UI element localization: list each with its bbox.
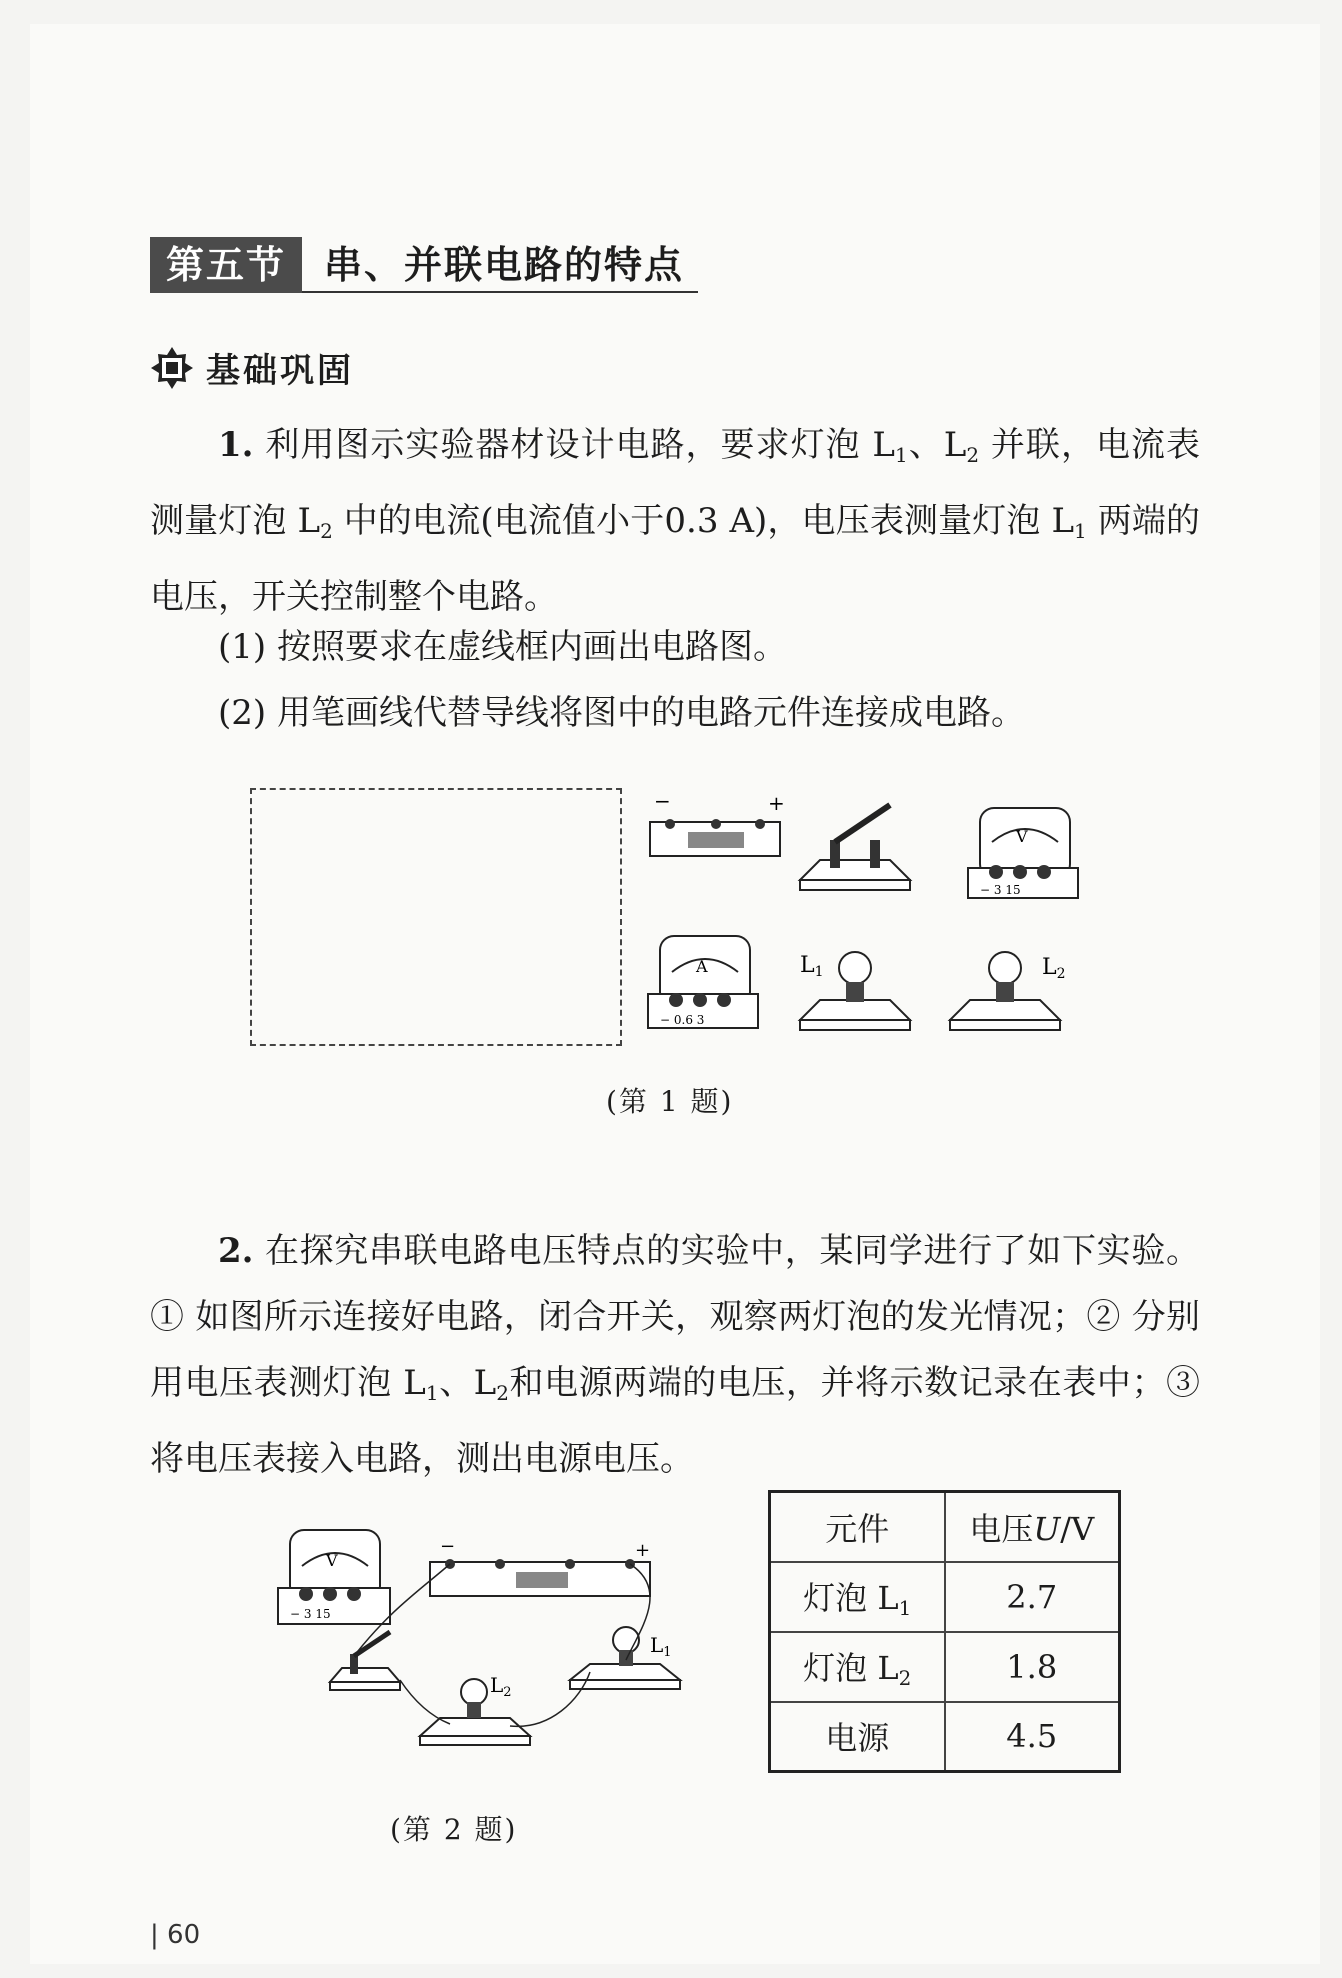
svg-text:−: − [654,789,671,813]
table-header-voltage: 电压U/V [945,1492,1120,1562]
svg-text:+: + [635,1540,651,1561]
svg-text:L1: $L_1$ [650,1633,672,1660]
ammeter [648,936,758,1028]
question-2-caption: (第 2 题) [390,1813,518,1846]
svg-text:L1: L1 [800,953,824,980]
question-2-text: 2. 在探究串联电路电压特点的实验中，某同学进行了如下实验。① 如图所示连接好电路，闭合开关，观察两灯泡的发光情况；② 分别用电压表测灯泡 $L_1$、$L_2$和电源两端的电压，并将示数记录在表中；③ 将电压表接入电路，测出电源电压。 [150,1231,1201,1479]
svg-text:V: V [1016,827,1028,846]
bulb-l2 [950,952,1066,1030]
svg-text:L2: L2 [1042,955,1066,982]
q2-voltmeter [278,1530,390,1624]
svg-text:L2: $L_2$ [490,1673,512,1700]
bulb-l1 [800,952,910,1030]
table-row: 电源 4.5 [770,1702,1120,1772]
question-2-number: 2. [218,1231,254,1271]
section-label: 第五节 [150,237,302,293]
svg-text:− 3 15: − 3 15 [290,1607,331,1621]
section-title: 串、并联电路的特点 [302,237,698,293]
q2-battery-pack [430,1536,650,1596]
subsection-header [150,343,354,392]
svg-text:+: + [768,791,785,815]
q2-bulb-l2 [420,1673,530,1745]
question-1-caption: (第 1 题) [606,1085,734,1118]
svg-text:− 3 15: − 3 15 [980,883,1021,897]
battery-pack [650,789,785,856]
circuit-drawing-box[interactable] [250,788,622,1046]
question-1-part-1: (1) 按照要求在虚线框内画出电路图。 [218,627,787,667]
q1-equipment-figure [640,780,1110,1060]
subsection-title: 基础巩固 [206,351,354,391]
table-row: 灯泡 $L_2$ 1.8 [770,1632,1120,1702]
table-row: 灯泡 $L_1$ 2.7 [770,1562,1120,1632]
q2-circuit-figure [270,1520,710,1790]
q2-switch [330,1632,400,1690]
question-1-text: 1. 利用图示实验器材设计电路，要求灯泡 $L_1$、$L_2$ 并联，电流表测量灯泡 $L_2$ 中的电流(电流值小于0.3 A)，电压表测量灯泡 $L_1$ 两端的电压，开关控制整个电路。 [150,425,1201,617]
section-header [150,237,698,293]
question-1-part-2: (2) 用笔画线代替导线将图中的电路元件连接成电路。 [218,693,1025,733]
svg-text:−: − [440,1536,456,1557]
svg-text:− 0.6 3: − 0.6 3 [660,1013,705,1027]
knife-switch [800,805,910,890]
table-header-row [770,1492,1120,1562]
page-number: | 60 [150,1920,201,1950]
svg-text:A: A [696,957,708,976]
question-1-number: 1. [218,425,254,465]
voltmeter [968,808,1078,898]
voltage-table [768,1490,1121,1773]
diamond-badge-icon [150,346,194,390]
svg-text:V: V [326,1551,338,1570]
table-header-component: 元件 [770,1492,945,1562]
